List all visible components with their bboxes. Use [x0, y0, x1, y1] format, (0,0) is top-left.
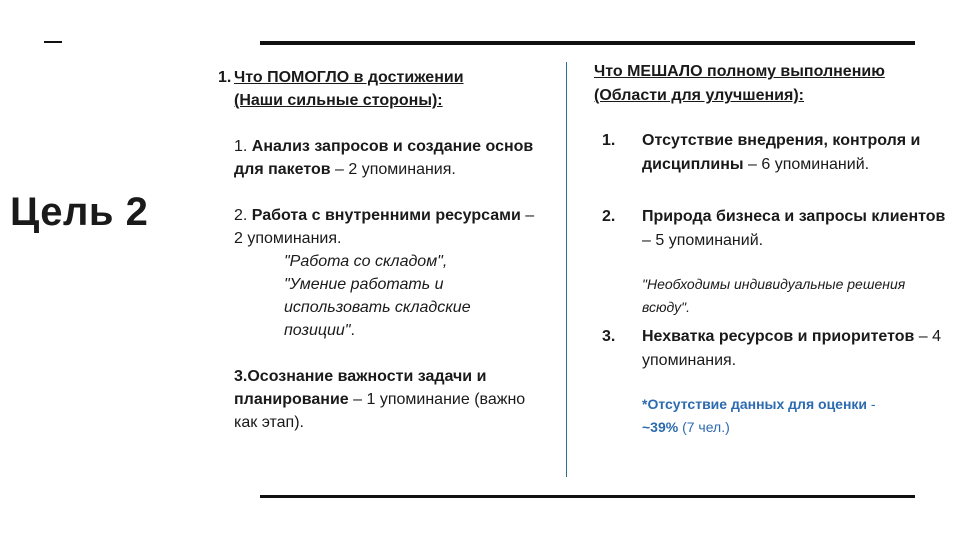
obstacle-quote: "Необходимы индивидуальные решения всюду".	[642, 276, 906, 315]
obstacles-heading-line2: (Области для улучшения):	[594, 87, 804, 104]
obstacles-heading	[594, 60, 954, 108]
obstacles-column	[594, 60, 954, 439]
quote-line-2: "Умение работать и использовать складские позиции"	[284, 276, 471, 339]
obstacles-heading-line1: Что МЕШАЛО полному выполнению	[594, 63, 885, 80]
quote-end: .	[350, 322, 355, 339]
strengths-heading-number: 1.	[218, 69, 232, 86]
bottom-rule	[260, 495, 915, 498]
strengths-column	[218, 66, 538, 434]
missing-data-note	[594, 393, 954, 439]
obstacle-item-3-number: 3.	[602, 328, 616, 345]
missing-data-count: (7 чел.)	[678, 419, 730, 435]
strength-item-3-title: 3.Осознание важности задачи и планирование	[234, 368, 487, 408]
obstacle-item-2	[594, 205, 954, 253]
strength-item-2-title: Работа с внутренними ресурсами	[251, 207, 521, 224]
strengths-heading	[218, 66, 538, 112]
column-divider	[566, 62, 567, 477]
strength-item-1-title: Анализ запросов и создание основ для пакетов	[234, 138, 534, 178]
strength-item-3-count: – 1 упоминание (важно как этап).	[234, 391, 526, 431]
obstacle-item-1	[594, 129, 954, 177]
obstacle-item-2-number: 2.	[602, 208, 616, 225]
strengths-heading-line1: Что ПОМОГЛО в достижении	[234, 69, 464, 86]
obstacle-item-1-title: Отсутствие внедрения, контроля и дисциплины	[642, 132, 921, 173]
strength-item-1	[218, 135, 538, 181]
strength-item-1-count: – 2 упоминания.	[330, 161, 456, 178]
obstacle-item-3	[594, 325, 954, 373]
strength-item-2-quote	[234, 250, 538, 342]
obstacle-item-1-count: – 6 упоминаний.	[743, 156, 870, 173]
slide-title: Цель 2	[10, 190, 149, 234]
obstacle-item-3-title: Нехватка ресурсов и приоритетов	[642, 328, 915, 345]
obstacle-item-2-count: – 5 упоминаний.	[642, 232, 764, 249]
strength-item-2-count: – 2 упоминания.	[234, 207, 535, 247]
quote-line-1: "Работа со складом",	[284, 253, 448, 270]
top-rule	[260, 41, 915, 45]
missing-data-label: *Отсутствие данных для оценки	[642, 396, 868, 412]
corner-dash	[44, 41, 62, 43]
obstacle-item-2-title: Природа бизнеса и запросы клиентов	[642, 208, 946, 225]
obstacle-item-1-number: 1.	[602, 132, 616, 149]
strength-item-2	[218, 204, 538, 342]
strength-item-2-number: 2.	[234, 207, 252, 224]
obstacle-item-3-count: – 4 упоминания.	[642, 328, 942, 369]
missing-data-dash: -	[867, 396, 876, 412]
strengths-heading-line2: (Наши сильные стороны):	[234, 92, 443, 109]
missing-data-percent: ~39%	[642, 419, 679, 435]
strength-item-3	[218, 365, 538, 434]
strength-item-1-number: 1.	[234, 138, 252, 155]
